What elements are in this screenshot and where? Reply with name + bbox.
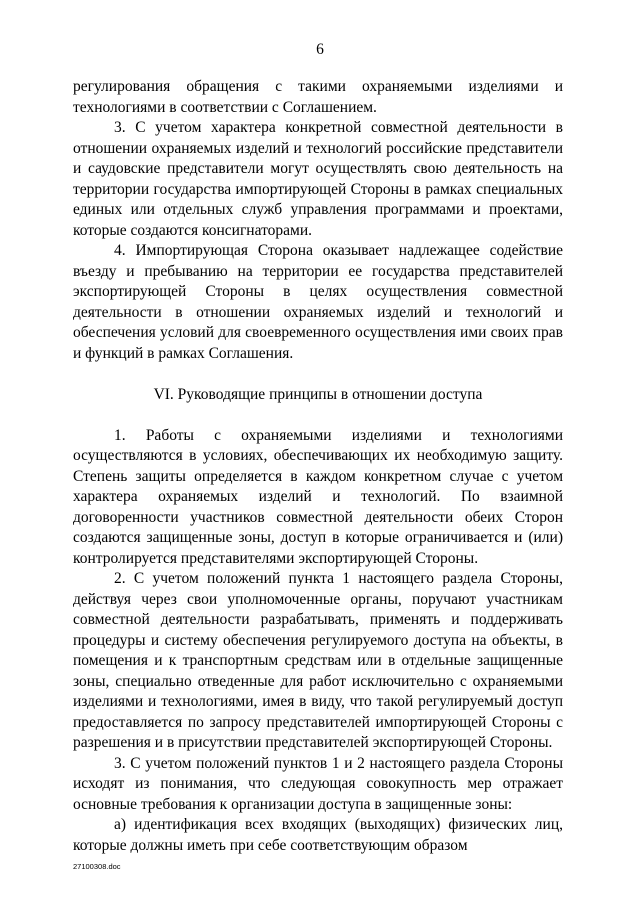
- section-spacer: [73, 405, 563, 426]
- paragraph-continuation: регулирования обращения с такими охраняемыми изделиями и технологиями в соответствии с Соглашением.: [73, 78, 563, 116]
- section-paragraph-3a: а) идентификация всех входящих (выходящих) физических лиц, которые должны иметь при себе соответствующим образом: [73, 816, 563, 854]
- paragraph-item-3: 3. С учетом характера конкретной совместной деятельности в отношении охраняемых изделий и технологий российские представители и саудовские представители могут осуществлять свою деятельность на территории государства импортирующей Стороны в рамках специальных единых или отдельных служб управления программами и проектами, которые создаются консигнаторами.: [73, 119, 563, 239]
- document-body: [73, 77, 563, 856]
- page-number: 6: [316, 41, 324, 58]
- footer-filename: 27100308.doc: [73, 862, 121, 871]
- section-paragraph-3: 3. С учетом положений пунктов 1 и 2 настоящего раздела Стороны исходят из понимания, что следующая совокупность мер отражает основные требования к организации доступа в защищенные зоны:: [73, 754, 563, 813]
- section-spacer: [73, 364, 563, 385]
- section-heading: VI. Руководящие принципы в отношении доступа: [153, 385, 483, 403]
- paragraph-item-4: 4. Импортирующая Сторона оказывает надлежащее содействие въезду и пребыванию на территории ее государства представителей экспортирующей Стороны в целях осуществления совместной деятельности в отношении охраняемых изделий и технологий и обеспечения условий для своевременного осуществления ими своих прав и функций в рамках Соглашения.: [73, 242, 563, 362]
- section-paragraph-2: 2. С учетом положений пункта 1 настоящего раздела Стороны, действуя через свои уполномоченные органы, поручают участникам совместной деятельности разрабатывать, применять и поддерживать процедуры и систему обеспечения регулируемого доступа на объекты, в помещения и к транспортным средствам или в отдельные защищенные зоны, специально отведенные для работ исключительно с охраняемыми изделиями и технологиями, имея в виду, что такой регулируемый доступ предоставляется по запросу представителей импортирующей Стороны с разрешения и в присутствии представителей экспортирующей Стороны.: [73, 570, 563, 751]
- section-paragraph-1: 1. Работы с охраняемыми изделиями и технологиями осуществляются в условиях, обеспечивающих их необходимую защиту. Степень защиты определяется в каждом конкретном случае с учетом характера охраняемых изделий и технологий. По взаимной договоренности участников совместной деятельности обеих Сторон создаются защищенные зоны, доступ в которые ограничивается и (или) контролируется представителями экспортирующей Стороны.: [73, 426, 563, 567]
